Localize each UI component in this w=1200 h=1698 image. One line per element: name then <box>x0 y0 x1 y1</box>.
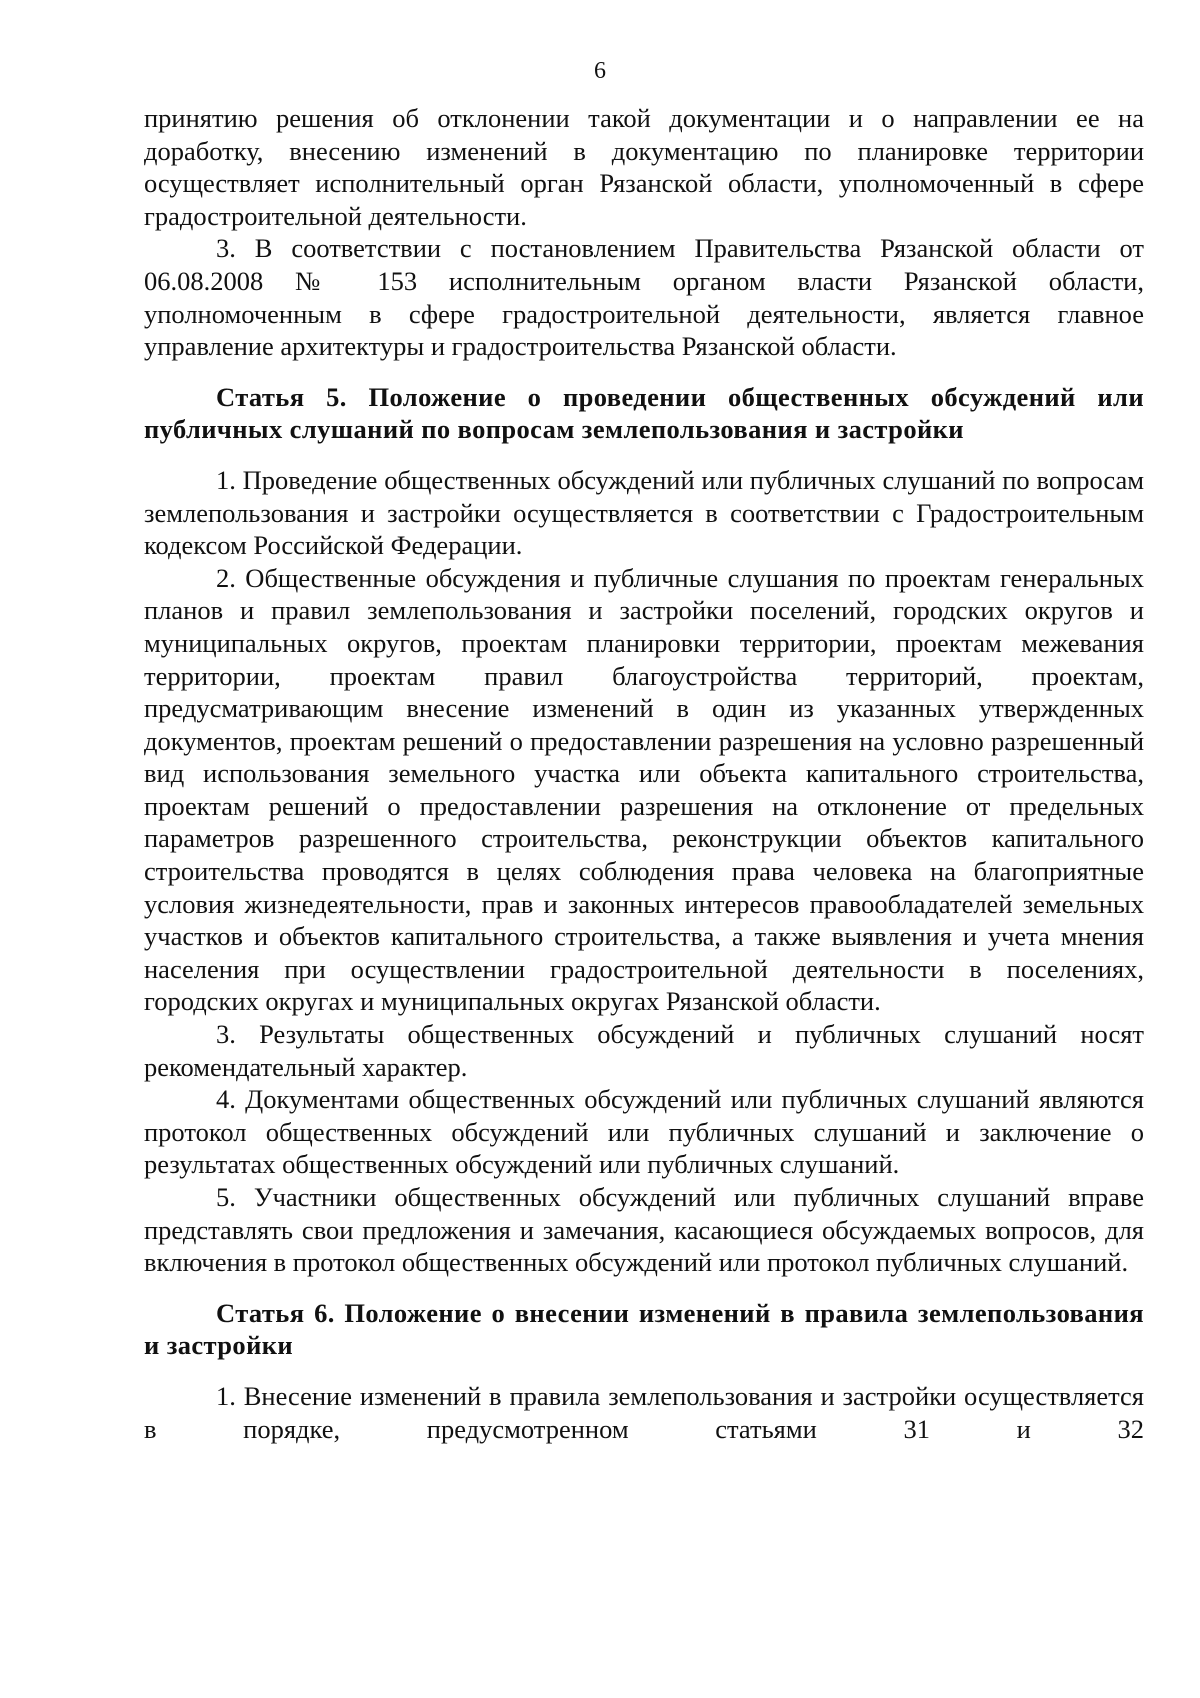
article-5-item-2: 2. Общественные обсуждения и публичные слушания по проектам генеральных планов и правил землепользования и застройки поселений, городских округов и муниципальных округов, проектам планировки территории, проектам межевания территории, проектам правил благоустройства территорий, проектам, предусматривающим внесение изменений в один из указанных утвержденных документов, проектам решений о предоставлении разрешения на условно разрешенный вид использования земельного участка или объекта капитального строительства, проектам решений о предоставлении разрешения на отклонение от предельных параметров разрешенного строительства, реконструкции объектов капитального строительства проводятся в целях соблюдения права человека на благоприятные условия жизнедеятельности, прав и законных интересов правообладателей земельных участков и объектов капитального строительства, а также выявления и учета мнения населения при осуществлении градостроительной деятельности в поселениях, городских округах и муниципальных округах Рязанской области. <box>144 562 1144 1017</box>
spacer <box>144 1362 1144 1380</box>
page-number: 6 <box>594 58 606 84</box>
article-5-heading: Статья 5. Положение о проведении общественных обсуждений или публичных слушаний по вопросам землепользования и застройки <box>144 381 1144 445</box>
intro-paragraph: принятию решения об отклонении такой документации и о направлении ее на доработку, внесению изменений в документацию по планировке территории осуществляет исполнительный орган Рязанской области, уполномоченный в сфере градостроительной деятельности. <box>144 103 1144 231</box>
article-6-heading: Статья 6. Положение о внесении изменений в правила землепользования и застройки <box>144 1297 1144 1361</box>
article-6-item-1: 1. Внесение изменений в правила землепользования и застройки осуществляется в порядке, предусмотренном статьями 31 и 32 <box>144 1380 1144 1444</box>
article-5-item-1: 1. Проведение общественных обсуждений или публичных слушаний по вопросам землепользования и застройки осуществляется в соответствии с Градостроительным кодексом Российской Федерации. <box>144 464 1144 561</box>
intro-item-3: 3. В соответствии с постановлением Правительства Рязанской области от 06.08.2008 № 153 исполнительным органом власти Рязанской области, уполномоченным в сфере градостроительной деятельности, является главное управление архитектуры и градостроительства Рязанской области. <box>144 233 1144 362</box>
article-5-item-5: 5. Участники общественных обсуждений или публичных слушаний вправе представлять свои предложения и замечания, касающиеся обсуждаемых вопросов, для включения в протокол общественных обсуждений или протокол публичных слушаний. <box>144 1182 1144 1278</box>
article-5-item-3: 3. Результаты общественных обсуждений и публичных слушаний носят рекомендательный характер. <box>144 1019 1144 1082</box>
spacer <box>144 363 1144 381</box>
article-5-item-4: 4. Документами общественных обсуждений или публичных слушаний являются протокол общественных обсуждений или публичных слушаний и заключение о результатах общественных обсуждений или публичных слушаний. <box>144 1084 1144 1180</box>
document-body <box>144 102 1144 1445</box>
spacer <box>144 446 1144 464</box>
spacer <box>144 1279 1144 1297</box>
